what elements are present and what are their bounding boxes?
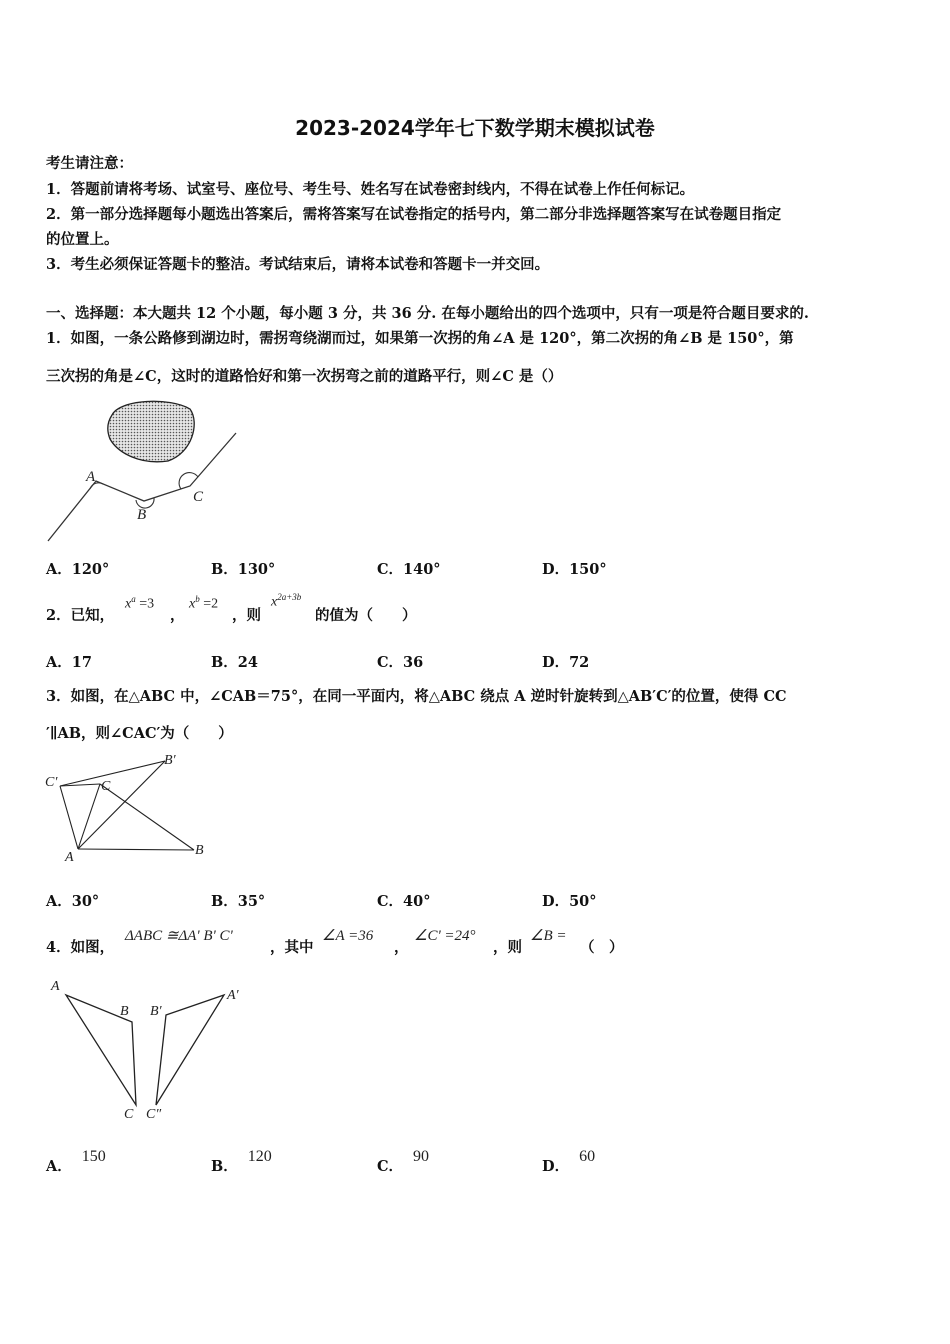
q1-stem-line2: 三次拐的角是∠C，这时的道路恰好和第一次拐弯之前的道路平行，则∠C 是（） [46,368,563,385]
q1-label-c: C [193,489,204,505]
section-heading: 一、选择题：本大题共 12 个小题，每小题 3 分，共 36 分. 在每小题给出的四个选项中，只有一项是符合题目要求的. [46,305,809,322]
q4-prefix: 4．如图， [46,939,115,956]
q1-option-b[interactable]: B．130° [211,561,276,578]
q2-expr-3: $x^{2a+3b}$ [271,592,302,610]
q4-comma: ， [394,939,409,956]
q4-label-a: A [51,979,60,994]
q3-option-d[interactable]: D．50° [542,893,597,910]
q4-suffix: （ ） [580,939,624,956]
q4-option-c[interactable]: C．90 [377,1148,430,1175]
q1-label-b: B [137,507,147,523]
q4-label-c: C [124,1107,134,1122]
notice-heading: 考生请注意： [46,155,133,172]
q2-then: ，则 [232,607,261,624]
q4-figure [40,975,260,1125]
q4-congruence: ΔABC ≅ΔA' B' C' [125,928,233,944]
page-title: 2023-2024学年七下数学期末模拟试卷 [295,116,655,140]
q2-suffix: 的值为（ ） [315,607,417,624]
q2-expr-2: $x^b =2$ [189,594,219,612]
q1-option-c[interactable]: C．140° [377,561,441,578]
q4-option-d[interactable]: D．60 [542,1148,596,1175]
q3-stem-line2: ′∥AB，则∠CAC′为（ ） [46,725,233,742]
q3-option-b[interactable]: B．35° [211,893,266,910]
q1-option-a[interactable]: A．120° [46,561,110,578]
q4-option-a[interactable]: A．150 [46,1148,106,1175]
q4-then: ，则 [493,939,522,956]
q1-stem-line1: 1．如图，一条公路修到湖边时，需拐弯绕湖而过，如果第一次拐的角∠A 是 120°，第二次拐的角∠B 是 150°，第 [46,330,794,347]
q4-label-a-prime: A′ [227,988,239,1003]
notice-item-1: 1．答题前请将考场、试室号、座位号、考生号、姓名写在试卷密封线内，不得在试卷上作任何标记。 [46,181,695,198]
q4-label-c-prime: C″ [146,1107,162,1122]
q3-stem-line1: 3．如图，在△ABC 中，∠CAB＝75°，在同一平面内，将△ABC 绕点 A 逆时针旋转到△AB′C′的位置，使得 CC [46,688,787,705]
q3-label-a: A [65,850,74,865]
q1-label-a: A [86,469,96,485]
q2-option-d[interactable]: D．72 [542,654,590,671]
q3-label-c-prime: C′ [45,775,58,790]
q2-option-b[interactable]: B．24 [211,654,258,671]
q1-option-d[interactable]: D．150° [542,561,607,578]
notice-item-2: 2．第一部分选择题每小题选出答案后，需将答案写在试卷指定的括号内，第二部分非选择题答案写在试卷题目指定 [46,206,782,223]
q4-mid: ，其中 [270,939,314,956]
q2-comma: ， [170,607,185,624]
notice-item-2-cont: 的位置上。 [46,231,119,248]
q1-figure [40,395,250,545]
lake-shape [108,401,194,461]
q2-option-a[interactable]: A．17 [46,654,92,671]
q3-figure [40,748,220,868]
q2-prefix: 2．已知， [46,607,115,624]
q4-label-b-prime: B′ [150,1004,162,1019]
q3-option-a[interactable]: A．30° [46,893,100,910]
q2-option-c[interactable]: C．36 [377,654,424,671]
q3-label-c: C [101,779,111,794]
q4-angle-c: ∠C' =24° [414,928,476,944]
q4-angle-b: ∠B = [530,928,567,944]
q2-expr-1: $x^a =3$ [125,594,155,612]
q3-label-b: B [195,843,204,858]
notice-item-3: 3．考生必须保证答题卡的整洁。考试结束后，请将本试卷和答题卡一并交回。 [46,256,550,273]
q4-angle-a: ∠A =36 [322,928,374,944]
q4-label-b: B [120,1004,129,1019]
q3-option-c[interactable]: C．40° [377,893,431,910]
q4-option-b[interactable]: B．120 [211,1148,272,1175]
q3-label-b-prime: B′ [164,753,176,768]
